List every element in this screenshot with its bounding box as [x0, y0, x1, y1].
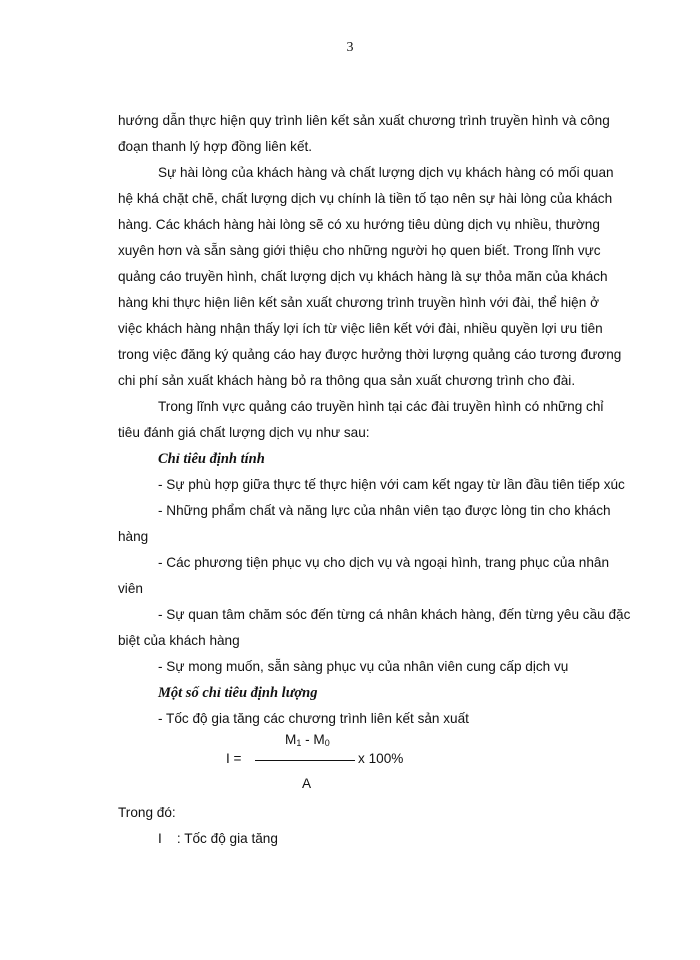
paragraph-line: đoạn thanh lý hợp đồng liên kết.: [118, 139, 313, 154]
list-item-continuation: viên: [118, 581, 143, 596]
list-item-continuation: hàng: [118, 529, 149, 544]
paragraph-line: Sự hài lòng của khách hàng và chất lượng dịch vụ khách hàng có mối quan: [158, 165, 614, 180]
section-heading: Một số chỉ tiêu định lượng: [158, 685, 318, 701]
paragraph-line: hệ khá chặt chẽ, chất lượng dịch vụ chính là tiền tố tạo nên sự hài lòng của khách: [118, 191, 613, 206]
formula-numerator: $M_1 - M_0$: [285, 732, 330, 748]
definition-line: I : Tốc độ gia tăng: [158, 831, 278, 846]
formula-denominator: A: [302, 776, 312, 791]
list-item: - Sự quan tâm chăm sóc đến từng cá nhân khách hàng, đến từng yêu cầu đặc: [158, 607, 631, 622]
formula-rhs: x 100%: [358, 751, 404, 766]
paragraph-line: tiêu đánh giá chất lượng dịch vụ như sau:: [118, 425, 370, 440]
paragraph-line: xuyên hơn và sẵn sàng giới thiệu cho những người họ quen biết. Trong lĩnh vực: [118, 243, 601, 258]
page-number: 3: [346, 40, 354, 55]
list-item: - Sự phù hợp giữa thực tế thực hiện với cam kết ngay từ lần đầu tiên tiếp xúc: [158, 477, 625, 492]
list-item: - Những phẩm chất và năng lực của nhân viên tạo được lòng tin cho khách: [158, 503, 611, 518]
formula-lhs: I =: [226, 751, 242, 766]
paragraph-line: việc khách hàng nhận thấy lợi ích từ việc liên kết với đài, nhiều quyền lợi ưu tiên: [118, 321, 603, 336]
paragraph-line: Trong đó:: [118, 805, 176, 820]
list-item: - Tốc độ gia tăng các chương trình liên kết sản xuất: [158, 711, 469, 726]
paragraph-line: hướng dẫn thực hiện quy trình liên kết sản xuất chương trình truyền hình và công: [118, 113, 610, 128]
list-item-continuation: biệt của khách hàng: [118, 633, 240, 648]
section-heading: Chỉ tiêu định tính: [158, 451, 265, 467]
paragraph-line: quảng cáo truyền hình, chất lượng dịch vụ khách hàng là sự thỏa mãn của khách: [118, 269, 608, 284]
paragraph-line: hàng khi thực hiện liên kết sản xuất chương trình truyền hình với đài, thể hiện ở: [118, 295, 599, 310]
fraction-bar: [255, 760, 355, 761]
list-item: - Sự mong muốn, sẵn sàng phục vụ của nhân viên cung cấp dịch vụ: [158, 659, 569, 674]
paragraph-line: Trong lĩnh vực quảng cáo truyền hình tại các đài truyền hình có những chỉ: [158, 399, 604, 414]
paragraph-line: hàng. Các khách hàng hài lòng sẽ có xu hướng tiêu dùng dịch vụ nhiều, thường: [118, 217, 600, 232]
paragraph-line: trong việc đăng ký quảng cáo hay được hưởng thời lượng quảng cáo tương đương: [118, 347, 622, 362]
paragraph-line: chi phí sản xuất khách hàng bỏ ra thông qua sản xuất chương trình cho đài.: [118, 373, 576, 388]
list-item: - Các phương tiện phục vụ cho dịch vụ và ngoại hình, trang phục của nhân: [158, 555, 610, 570]
